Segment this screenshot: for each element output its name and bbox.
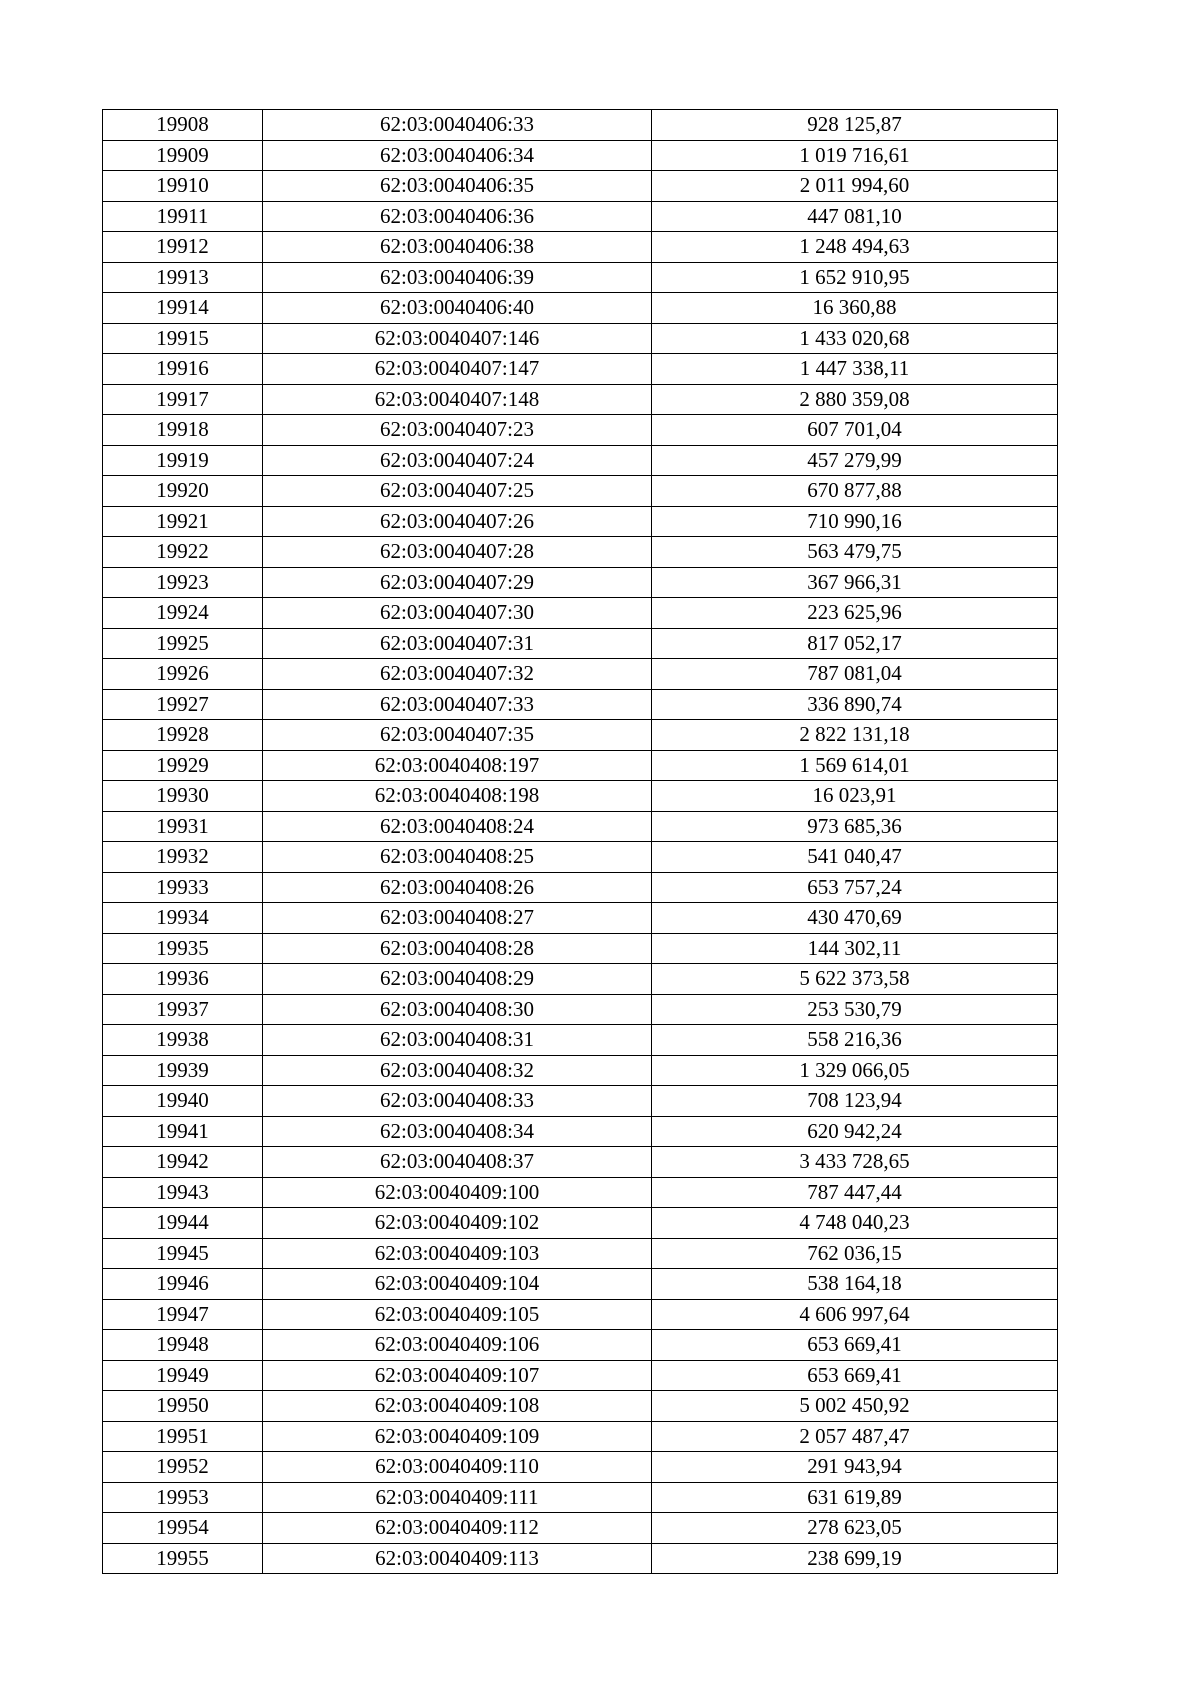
- table-row: [103, 903, 1058, 934]
- row-number-cell: 19953: [103, 1482, 263, 1513]
- cadastral-number-cell: 62:03:0040406:34: [263, 140, 652, 171]
- cadastral-number-cell: 62:03:0040408:29: [263, 964, 652, 995]
- table-row: [103, 415, 1058, 446]
- cadastral-value-cell: 538 164,18: [652, 1269, 1058, 1300]
- cadastral-number-cell: 62:03:0040407:146: [263, 323, 652, 354]
- row-number-cell: 19915: [103, 323, 263, 354]
- cadastral-number-cell: 62:03:0040407:148: [263, 384, 652, 415]
- cadastral-number-cell: 62:03:0040407:33: [263, 689, 652, 720]
- cadastral-value-cell: 223 625,96: [652, 598, 1058, 629]
- cadastral-value-cell: 291 943,94: [652, 1452, 1058, 1483]
- cadastral-number-cell: 62:03:0040408:33: [263, 1086, 652, 1117]
- table-row: [103, 445, 1058, 476]
- cadastral-number-cell: 62:03:0040407:32: [263, 659, 652, 690]
- row-number-cell: 19931: [103, 811, 263, 842]
- cadastral-number-cell: 62:03:0040406:36: [263, 201, 652, 232]
- row-number-cell: 19925: [103, 628, 263, 659]
- cadastral-number-cell: 62:03:0040408:28: [263, 933, 652, 964]
- cadastral-value-cell: 238 699,19: [652, 1543, 1058, 1574]
- cadastral-value-cell: 1 433 020,68: [652, 323, 1058, 354]
- cadastral-number-cell: 62:03:0040409:111: [263, 1482, 652, 1513]
- cadastral-number-cell: 62:03:0040408:26: [263, 872, 652, 903]
- cadastral-value-cell: 430 470,69: [652, 903, 1058, 934]
- table-row: [103, 1543, 1058, 1574]
- row-number-cell: 19909: [103, 140, 263, 171]
- row-number-cell: 19921: [103, 506, 263, 537]
- table-row: [103, 1299, 1058, 1330]
- table-row: [103, 1391, 1058, 1422]
- cadastral-number-cell: 62:03:0040409:113: [263, 1543, 652, 1574]
- cadastral-number-cell: 62:03:0040409:103: [263, 1238, 652, 1269]
- cadastral-number-cell: 62:03:0040407:28: [263, 537, 652, 568]
- row-number-cell: 19938: [103, 1025, 263, 1056]
- table-row: [103, 1086, 1058, 1117]
- cadastral-number-cell: 62:03:0040407:25: [263, 476, 652, 507]
- cadastral-value-table: [102, 109, 1058, 1574]
- row-number-cell: 19950: [103, 1391, 263, 1422]
- cadastral-number-cell: 62:03:0040408:30: [263, 994, 652, 1025]
- row-number-cell: 19928: [103, 720, 263, 751]
- cadastral-value-cell: 4 748 040,23: [652, 1208, 1058, 1239]
- cadastral-value-cell: 2 011 994,60: [652, 171, 1058, 202]
- row-number-cell: 19932: [103, 842, 263, 873]
- table-row: [103, 659, 1058, 690]
- cadastral-number-cell: 62:03:0040406:40: [263, 293, 652, 324]
- cadastral-value-cell: 16 360,88: [652, 293, 1058, 324]
- row-number-cell: 19952: [103, 1452, 263, 1483]
- cadastral-value-cell: 16 023,91: [652, 781, 1058, 812]
- row-number-cell: 19954: [103, 1513, 263, 1544]
- cadastral-number-cell: 62:03:0040409:102: [263, 1208, 652, 1239]
- cadastral-value-cell: 5 622 373,58: [652, 964, 1058, 995]
- cadastral-value-cell: 1 569 614,01: [652, 750, 1058, 781]
- cadastral-value-cell: 787 081,04: [652, 659, 1058, 690]
- table-row: [103, 262, 1058, 293]
- table-row: [103, 232, 1058, 263]
- cadastral-value-cell: 253 530,79: [652, 994, 1058, 1025]
- cadastral-value-cell: 457 279,99: [652, 445, 1058, 476]
- cadastral-value-cell: 1 248 494,63: [652, 232, 1058, 263]
- table-row: [103, 1452, 1058, 1483]
- cadastral-number-cell: 62:03:0040407:29: [263, 567, 652, 598]
- cadastral-value-cell: 670 877,88: [652, 476, 1058, 507]
- table-row: [103, 1421, 1058, 1452]
- cadastral-value-cell: 817 052,17: [652, 628, 1058, 659]
- row-number-cell: 19951: [103, 1421, 263, 1452]
- row-number-cell: 19944: [103, 1208, 263, 1239]
- row-number-cell: 19937: [103, 994, 263, 1025]
- cadastral-value-cell: 653 669,41: [652, 1330, 1058, 1361]
- table-row: [103, 293, 1058, 324]
- cadastral-value-cell: 1 447 338,11: [652, 354, 1058, 385]
- table-row: [103, 1238, 1058, 1269]
- table-row: [103, 171, 1058, 202]
- table-row: [103, 750, 1058, 781]
- row-number-cell: 19945: [103, 1238, 263, 1269]
- cadastral-value-cell: 620 942,24: [652, 1116, 1058, 1147]
- row-number-cell: 19941: [103, 1116, 263, 1147]
- row-number-cell: 19908: [103, 110, 263, 141]
- row-number-cell: 19949: [103, 1360, 263, 1391]
- cadastral-value-cell: 631 619,89: [652, 1482, 1058, 1513]
- cadastral-number-cell: 62:03:0040409:109: [263, 1421, 652, 1452]
- cadastral-value-cell: 653 757,24: [652, 872, 1058, 903]
- row-number-cell: 19947: [103, 1299, 263, 1330]
- cadastral-number-cell: 62:03:0040408:27: [263, 903, 652, 934]
- cadastral-value-cell: 541 040,47: [652, 842, 1058, 873]
- table-row: [103, 1177, 1058, 1208]
- cadastral-value-cell: 928 125,87: [652, 110, 1058, 141]
- row-number-cell: 19917: [103, 384, 263, 415]
- table-row: [103, 1116, 1058, 1147]
- row-number-cell: 19933: [103, 872, 263, 903]
- cadastral-number-cell: 62:03:0040408:24: [263, 811, 652, 842]
- cadastral-value-cell: 1 652 910,95: [652, 262, 1058, 293]
- table-row: [103, 872, 1058, 903]
- table-row: [103, 1208, 1058, 1239]
- cadastral-number-cell: 62:03:0040407:147: [263, 354, 652, 385]
- cadastral-number-cell: 62:03:0040407:26: [263, 506, 652, 537]
- cadastral-value-cell: 5 002 450,92: [652, 1391, 1058, 1422]
- row-number-cell: 19939: [103, 1055, 263, 1086]
- table-row: [103, 1482, 1058, 1513]
- table-row: [103, 1147, 1058, 1178]
- row-number-cell: 19948: [103, 1330, 263, 1361]
- row-number-cell: 19924: [103, 598, 263, 629]
- cadastral-value-cell: 607 701,04: [652, 415, 1058, 446]
- table-row: [103, 1513, 1058, 1544]
- cadastral-value-cell: 563 479,75: [652, 537, 1058, 568]
- table-row: [103, 994, 1058, 1025]
- cadastral-number-cell: 62:03:0040409:105: [263, 1299, 652, 1330]
- cadastral-value-cell: 787 447,44: [652, 1177, 1058, 1208]
- table-row: [103, 354, 1058, 385]
- cadastral-value-cell: 2 880 359,08: [652, 384, 1058, 415]
- row-number-cell: 19910: [103, 171, 263, 202]
- table-row: [103, 781, 1058, 812]
- table-row: [103, 201, 1058, 232]
- table-row: [103, 1025, 1058, 1056]
- row-number-cell: 19946: [103, 1269, 263, 1300]
- cadastral-value-cell: 2 822 131,18: [652, 720, 1058, 751]
- cadastral-number-cell: 62:03:0040407:30: [263, 598, 652, 629]
- table-row: [103, 537, 1058, 568]
- table-body: [103, 110, 1058, 1574]
- row-number-cell: 19936: [103, 964, 263, 995]
- table-row: [103, 476, 1058, 507]
- table-row: [103, 628, 1058, 659]
- row-number-cell: 19943: [103, 1177, 263, 1208]
- table-row: [103, 323, 1058, 354]
- row-number-cell: 19935: [103, 933, 263, 964]
- row-number-cell: 19940: [103, 1086, 263, 1117]
- row-number-cell: 19920: [103, 476, 263, 507]
- row-number-cell: 19929: [103, 750, 263, 781]
- cadastral-value-cell: 4 606 997,64: [652, 1299, 1058, 1330]
- cadastral-value-cell: 336 890,74: [652, 689, 1058, 720]
- cadastral-number-cell: 62:03:0040408:32: [263, 1055, 652, 1086]
- table-row: [103, 842, 1058, 873]
- cadastral-number-cell: 62:03:0040409:107: [263, 1360, 652, 1391]
- table-row: [103, 1269, 1058, 1300]
- table-row: [103, 1055, 1058, 1086]
- row-number-cell: 19934: [103, 903, 263, 934]
- table-row: [103, 933, 1058, 964]
- cadastral-value-cell: 762 036,15: [652, 1238, 1058, 1269]
- cadastral-value-cell: 2 057 487,47: [652, 1421, 1058, 1452]
- cadastral-value-cell: 3 433 728,65: [652, 1147, 1058, 1178]
- cadastral-value-cell: 144 302,11: [652, 933, 1058, 964]
- table-row: [103, 567, 1058, 598]
- cadastral-value-cell: 278 623,05: [652, 1513, 1058, 1544]
- row-number-cell: 19919: [103, 445, 263, 476]
- cadastral-number-cell: 62:03:0040407:31: [263, 628, 652, 659]
- row-number-cell: 19918: [103, 415, 263, 446]
- cadastral-number-cell: 62:03:0040409:112: [263, 1513, 652, 1544]
- cadastral-value-cell: 973 685,36: [652, 811, 1058, 842]
- row-number-cell: 19916: [103, 354, 263, 385]
- table-row: [103, 964, 1058, 995]
- cadastral-number-cell: 62:03:0040407:35: [263, 720, 652, 751]
- row-number-cell: 19955: [103, 1543, 263, 1574]
- table-row: [103, 384, 1058, 415]
- row-number-cell: 19911: [103, 201, 263, 232]
- cadastral-value-cell: 1 329 066,05: [652, 1055, 1058, 1086]
- cadastral-value-cell: 558 216,36: [652, 1025, 1058, 1056]
- row-number-cell: 19913: [103, 262, 263, 293]
- row-number-cell: 19930: [103, 781, 263, 812]
- row-number-cell: 19927: [103, 689, 263, 720]
- table-row: [103, 598, 1058, 629]
- cadastral-value-cell: 710 990,16: [652, 506, 1058, 537]
- table-row: [103, 140, 1058, 171]
- cadastral-number-cell: 62:03:0040406:35: [263, 171, 652, 202]
- cadastral-number-cell: 62:03:0040406:38: [263, 232, 652, 263]
- cadastral-number-cell: 62:03:0040408:31: [263, 1025, 652, 1056]
- table-row: [103, 506, 1058, 537]
- table-row: [103, 811, 1058, 842]
- row-number-cell: 19923: [103, 567, 263, 598]
- cadastral-value-cell: 708 123,94: [652, 1086, 1058, 1117]
- row-number-cell: 19942: [103, 1147, 263, 1178]
- cadastral-number-cell: 62:03:0040408:198: [263, 781, 652, 812]
- cadastral-number-cell: 62:03:0040409:110: [263, 1452, 652, 1483]
- cadastral-number-cell: 62:03:0040408:25: [263, 842, 652, 873]
- cadastral-number-cell: 62:03:0040409:106: [263, 1330, 652, 1361]
- cadastral-number-cell: 62:03:0040408:34: [263, 1116, 652, 1147]
- cadastral-number-cell: 62:03:0040408:197: [263, 750, 652, 781]
- cadastral-number-cell: 62:03:0040409:108: [263, 1391, 652, 1422]
- table-row: [103, 1330, 1058, 1361]
- cadastral-number-cell: 62:03:0040406:33: [263, 110, 652, 141]
- cadastral-number-cell: 62:03:0040409:100: [263, 1177, 652, 1208]
- cadastral-value-cell: 367 966,31: [652, 567, 1058, 598]
- cadastral-value-cell: 447 081,10: [652, 201, 1058, 232]
- cadastral-number-cell: 62:03:0040409:104: [263, 1269, 652, 1300]
- cadastral-number-cell: 62:03:0040406:39: [263, 262, 652, 293]
- table-row: [103, 1360, 1058, 1391]
- row-number-cell: 19912: [103, 232, 263, 263]
- cadastral-number-cell: 62:03:0040408:37: [263, 1147, 652, 1178]
- row-number-cell: 19926: [103, 659, 263, 690]
- cadastral-value-cell: 653 669,41: [652, 1360, 1058, 1391]
- table-row: [103, 689, 1058, 720]
- table-row: [103, 110, 1058, 141]
- cadastral-number-cell: 62:03:0040407:24: [263, 445, 652, 476]
- row-number-cell: 19922: [103, 537, 263, 568]
- row-number-cell: 19914: [103, 293, 263, 324]
- table-row: [103, 720, 1058, 751]
- cadastral-number-cell: 62:03:0040407:23: [263, 415, 652, 446]
- cadastral-value-cell: 1 019 716,61: [652, 140, 1058, 171]
